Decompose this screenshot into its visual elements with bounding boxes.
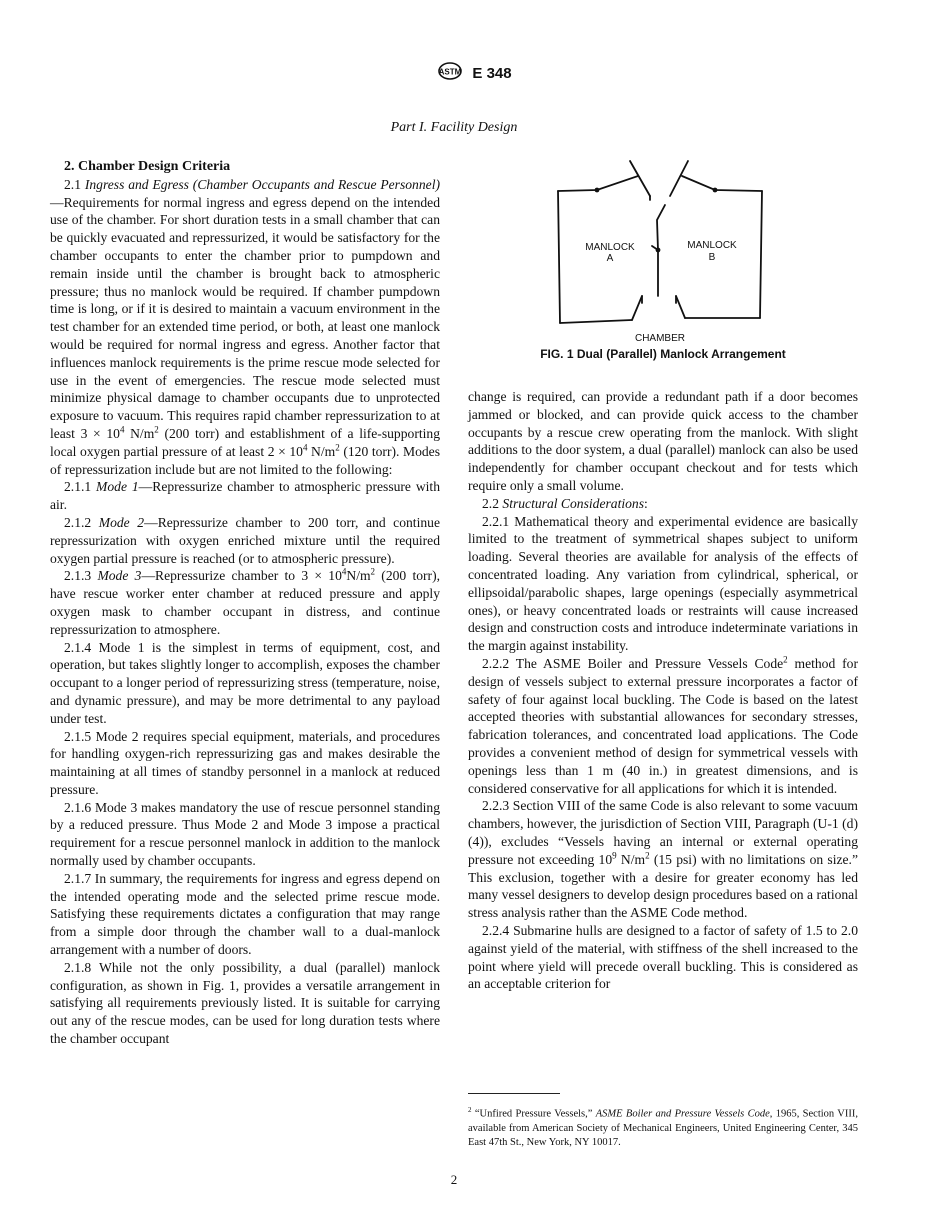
astm-logo-icon bbox=[438, 62, 462, 85]
section-heading: 2. Chamber Design Criteria bbox=[64, 159, 231, 174]
paragraph-2-1-3: 2.1.3 Mode 3—Repressurize chamber to $3 \times 10^4N/m^2$ (200 torr), have rescue worker enter chamber at reduced pressure and apply oxygen mask to chamber occupant in distress, and continue repressurization to atmosphere. bbox=[50, 566, 440, 637]
paragraph-2-1-2: 2.1.2 Mode 2—Repressurize chamber to 200 torr, and continue repressurization with oxygen enriched mixture until the required oxygen partial pressure is reached (or to atmospheric pressure). bbox=[50, 514, 440, 566]
label-manlock-a-letter: A bbox=[606, 253, 614, 264]
footnote-2: $^2$ “Unfired Pressure Vessels,” ASME Boiler and Pressure Vessels Code, 1965, Section VIII, available from American Society of Mechanical Engineers, United Engineering Center, 345 East 47th St., New York, NY 10017. bbox=[468, 1106, 858, 1148]
standard-designation: E 348 bbox=[472, 65, 512, 82]
paragraph-2-1: 2.1 Ingress and Egress (Chamber Occupants and Rescue Personnel)—Requirements for normal ingress and egress depend on the intended use of the chamber. For short duration tests in a small chamber that can be quickly evacuated and repressurized, it would be satisfactory for the chamber occupants to enter the chamber prior to pumpdown and remain inside until the chamber is brought back to atmospheric pressure; thus no manlock would be required. If chamber pumpdown time is long, or if it is desired to maintain a vacuum environment in the test chamber for an extended time period, or both, at least one manlock would be required for normal ingress and egress. Another factor that influences manlock requirements is the prime rescue mode selected for use in the event of emergencies. The rescue mode selected must minimize physical damage to chamber occupants due to unprotected exposure to vacuum. This requires rapid chamber repressurization to at least $3 \times 10^4$ $N/m^2$ (200 torr) and establishment of a life-supporting local oxygen partial pressure of at least $2 \times 10^4$ $N/m^2$ (120 torr). Modes of repressurization include but are not limited to the following: bbox=[50, 176, 441, 477]
paragraph-2-1-5: 2.1.5 Mode 2 requires special equipment, materials, and procedures for handling oxygen-rich repressurizing gas and makes desirable the maintaining at all times of standby personnel in a manlock at reduced pressure. bbox=[50, 728, 440, 797]
part-title: Part I. Facility Design bbox=[390, 120, 518, 135]
paragraph-2-1-8: 2.1.8 While not the only possibility, a dual (parallel) manlock configuration, as shown in Fig. 1, provides a versatile arrangement in satisfying all requirements previously listed. It is suitable for carrying out any of the rescue modes, can be used for long duration tests where the chamber occupant bbox=[50, 959, 440, 1047]
label-manlock-b: MANLOCK bbox=[687, 240, 737, 251]
figure-1-manlock-diagram bbox=[540, 158, 780, 368]
label-manlock-b-letter: B bbox=[708, 252, 716, 263]
paragraph-2-2-1: 2.2.1 Mathematical theory and experimental evidence are basically limited to the treatment of symmetrical shapes subject to uniform loading. Several theories are available for analysis of the effects of concentrated loading. Any variation from cylindrical, spherical, or ellipsoidal/parabolic shapes, large openings (especially asymmetrical ones), or heavy concentrated loads or restraints will cause increased design and construction costs and introduce indeterminate variations in the margin against instability. bbox=[468, 513, 858, 654]
paragraph-2-2-4: 2.2.4 Submarine hulls are designed to a factor of safety of 1.5 to 2.0 against yield of the material, with stiffness of the shell increased to the point where yield will precede overall buckling. This is considered as an acceptable criterion for bbox=[468, 922, 858, 992]
paragraph-2-1-4: 2.1.4 Mode 1 is the simplest in terms of equipment, cost, and operation, but takes slightly longer to accomplish, exposes the chamber occupant to a longer period of repressurizing stress (temperature, noise, and dynamic pressure), and may be more detrimental to any payload under test. bbox=[50, 639, 440, 726]
paragraph-2-1-8-continued: change is required, can provide a redundant path if a door becomes jammed or blocked, and can provide quick access to the chamber occupants by a rescue crew operating from the manlock. With slight additions to the door system, a dual (parallel) manlock can also be used independently for chamber occupant checkout and for tests which require only a small volume. bbox=[468, 389, 858, 493]
paragraph-2-2-2: 2.2.2 The ASME Boiler and Pressure Vessels Code$^2$ method for design of vessels subject to external pressure incorporates a factor of safety of four against local buckling. The Code is based on the latest accepted theories with substantial allowances for secondary stresses, fabrication tolerances, and concentrated load applications. The Code provides a convenient method of design for symmetrical vessels with openings less than 1 m (40 in.) in greatest dimensions, and is considered conservative for all applications for which it is intended. bbox=[468, 654, 858, 796]
paragraph-2-1-1: 2.1.1 Mode 1—Repressurize chamber to atmospheric pressure with air. bbox=[50, 479, 440, 513]
svg-text:ASTM: ASTM bbox=[439, 67, 462, 77]
paragraph-2-1-6: 2.1.6 Mode 3 makes mandatory the use of rescue personnel standing by a reduced pressure. Thus Mode 2 and Mode 3 impose a practical requirement for a rescue personnel manlock in addition to the manlock normally used by chamber occupants. bbox=[50, 799, 440, 869]
paragraph-2-2-3: 2.2.3 Section VIII of the same Code is also relevant to some vacuum chambers, however, the jurisdiction of Section VIII, Paragraph (U-1 (d) (4)), excludes “Vessels having an internal or external operating pressure not exceeding $10^9$ $N/m^2$ (15 psi) with no limitations on size.” This exclusion, together with a desire for greater economy has led many vessel designers to develop design procedures based on a rational stress analysis rather than the ASME Code method. bbox=[468, 798, 858, 921]
page-number: 2 bbox=[450, 1172, 458, 1187]
manlock-arrangement-drawing bbox=[540, 158, 780, 348]
left-column bbox=[50, 158, 440, 1048]
label-chamber: CHAMBER bbox=[634, 333, 686, 344]
label-manlock-a: MANLOCK bbox=[585, 242, 635, 253]
page-header bbox=[0, 62, 950, 85]
right-column bbox=[468, 388, 858, 993]
figure-caption: FIG. 1 Dual (Parallel) Manlock Arrangement bbox=[540, 347, 786, 361]
footnote-divider bbox=[468, 1093, 560, 1094]
paragraph-2-1-7: 2.1.7 In summary, the requirements for ingress and egress depend on the intended operating mode and the selected prime rescue mode. Satisfying these requirements dictates a configuration that may range from a simple door through the chamber wall to a dual-manlock arrangement with a number of doors. bbox=[50, 870, 440, 958]
paragraph-2-2: 2.2 Structural Considerations: bbox=[482, 495, 648, 511]
